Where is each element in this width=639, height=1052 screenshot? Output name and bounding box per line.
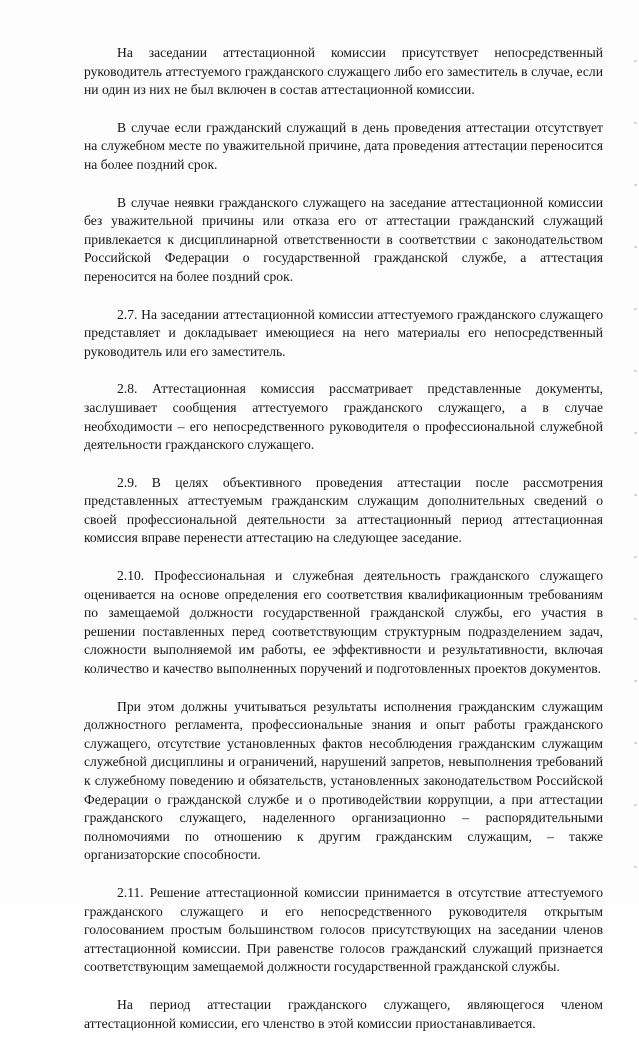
paragraph-2-8: 2.8. Аттестационная комиссия рассматривает представленные документы, заслушивает сообщения аттестуемого гражданского служащего, а в случае необходимости – его непосредственного руководителя о профессиональной служебной деятельности гражданского служащего.: [84, 381, 603, 453]
paragraph-absence-valid-reason: В случае если гражданский служащий в день проведения аттестации отсутствует на служебном месте по уважительной причине, дата проведения аттестации переносится на более поздний срок.: [84, 119, 603, 172]
paragraph-supervisor-presence: На заседании аттестационной комиссии присутствует непосредственный руководитель аттестуемого гражданского служащего либо его заместитель в случае, если ни один из них не был включен в состав аттестационной комиссии.: [84, 45, 603, 98]
paragraph-membership-suspended: На период аттестации гражданского служащего, являющегося членом аттестационной комиссии, его членство в этой комиссии приостанавливается.: [84, 996, 603, 1031]
paragraph-2-11: 2.11. Решение аттестационной комиссии принимается в отсутствие аттестуемого гражданского служащего и его непосредственного руководителя открытым голосованием простым большинством голосов присутствующих на заседании членов аттестационной комиссии. При равенстве голосов гражданский служащий признается соответствующим замещаемой должности государственной гражданской службы.: [84, 884, 603, 975]
scan-edge-marks: [634, 0, 637, 904]
paragraph-2-10: 2.10. Профессиональная и служебная деятельность гражданского служащего оценивается на основе определения его соответствия квалификационным требованиям по замещаемой должности государственной гражданской службы, его участия в решении поставленных перед соответствующим структурным подразделением задач, сложности выполняемой им работы, ее эффективности и результативности, включая количество и качество выполненных поручений и подготовленных проектов документов.: [84, 568, 603, 677]
paragraph-no-show: В случае неявки гражданского служащего на заседание аттестационной комиссии без уважительной причины или отказа его от аттестации гражданский служащий привлекается к дисциплинарной ответственности в соответствии с законодательством Российской Федерации о государственной гражданской службе, а аттестация переносится на более поздний срок.: [84, 194, 603, 284]
paragraph-evaluation-factors: При этом должны учитываться результаты исполнения гражданским служащим должностного регламента, профессиональные знания и опыт работы гражданского служащего, отсутствие установленных фактов несоблюдения гражданским служащим служебной дисциплины и ограничений, нарушений запретов, невыполнения требований к служебному поведению и обязательств, установленных законодательством Российской Федерации о гражданской службе и о противодействии коррупции, а при аттестации гражданского служащего, наделенного организационно – распорядительными полномочиями по отношению к другим гражданским служащим, – также организаторские способности.: [84, 698, 603, 863]
paragraph-2-9: 2.9. В целях объективного проведения аттестации после рассмотрения представленных аттестуемым гражданским служащим дополнительных сведений о своей профессиональной деятельности за аттестационный период аттестационная комиссия вправе перенести аттестацию на следующее заседание.: [84, 474, 603, 546]
paragraph-2-7: 2.7. На заседании аттестационной комиссии аттестуемого гражданского служащего представляет и докладывает имеющиеся на него материалы его непосредственный руководитель или его заместитель.: [84, 306, 603, 359]
document-body: [84, 44, 603, 1052]
